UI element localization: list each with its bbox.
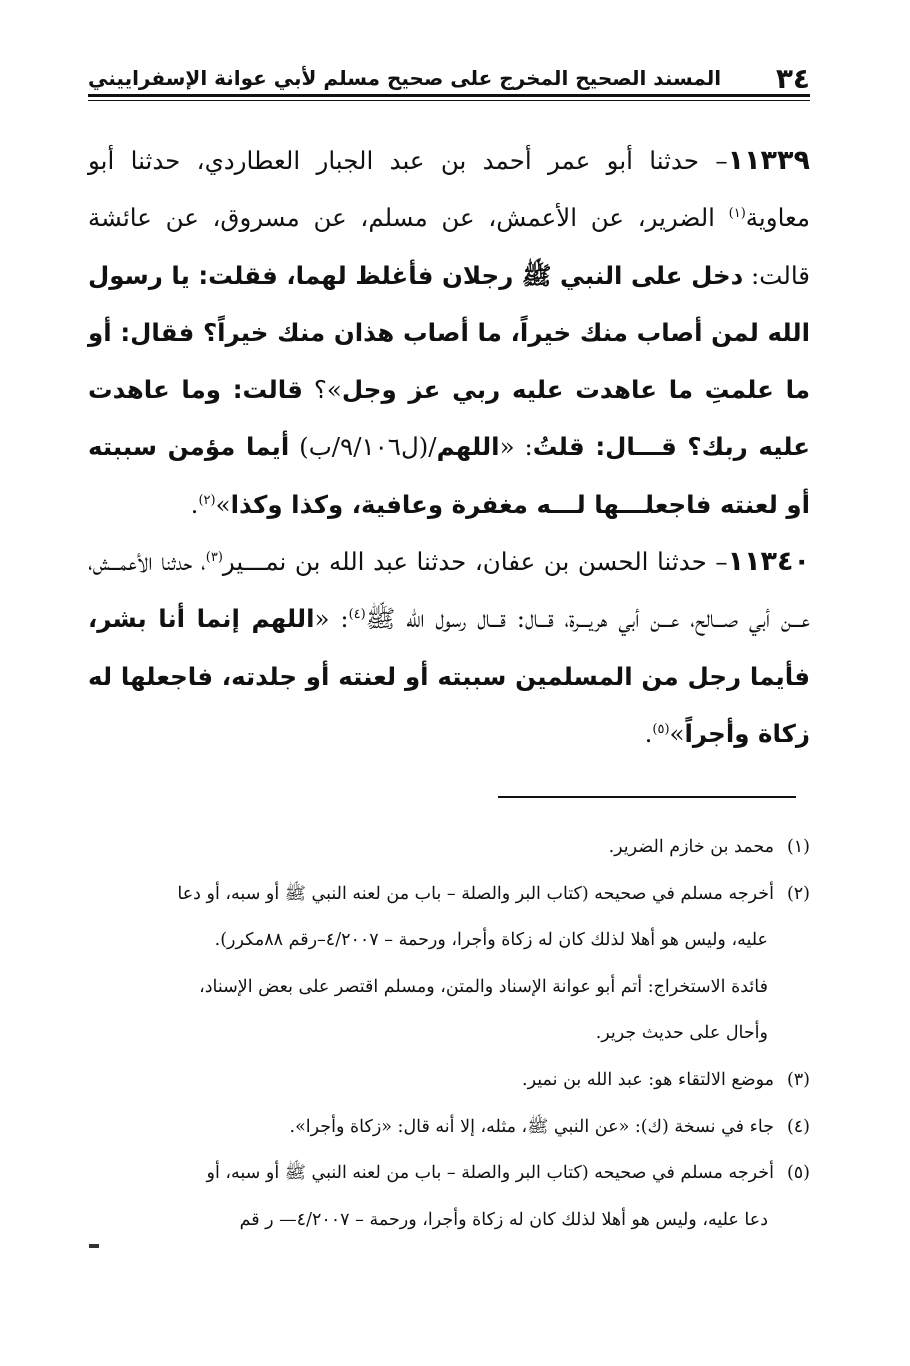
footnote-line: جاء في نسخة (ك): «عن النبي ﷺ، مثله، إلا أنه قال: «زكاة وأجرا». [289,1116,774,1137]
running-title: المسند الصحيح المخرج على صحيح مسلم لأبي عوانة الإسفراييني [88,66,722,90]
text-segment: – حدثنا أبو عمر أحمد بن عبد الجبار العطاردي، حدثنا أبو معاوية [88,146,810,233]
footnote-ref: (١) [728,206,746,222]
footnote-3 [88,1057,810,1104]
footnote-line: عليه، وليس هو أهلا لذلك كان له زكاة وأجرا، ورحمة – ٤/٢٠٠٧–رقم ٨٨مكرر). [214,930,768,951]
footnote-number: (١) [786,837,810,857]
footnote-number: (٥) [786,1163,810,1184]
footnote-line: دعا عليه، وليس هو أهلا لذلك كان له زكاة وأجرا، ورحمة – ٤/٢٠٠٧— ر قم [239,1209,768,1230]
footnote-5 [88,1150,810,1197]
main-text [88,132,810,762]
footnote-ref: (٢) [198,492,216,508]
hadith-1340 [88,533,810,762]
page-number: ٣٤ [775,61,810,95]
footnote-number: (٤) [786,1116,810,1137]
footnote-line: موضع الالتقاء هو: عبد الله بن نمير. [522,1069,774,1090]
footnotes [88,824,810,1243]
print-mark [89,1244,99,1248]
header-rule-thin [88,100,810,101]
text-segment: »؟ [302,375,342,405]
footnote-4 [88,1104,810,1151]
text-segment: » [215,489,231,519]
text-segment: . [190,489,199,519]
text-segment: – حدثنا الحسن بن عفان، حدثنا عبد الله بن نمـــير [222,547,728,577]
footnote-ref: (٤) [348,607,366,623]
footnote-ref: (٥) [652,721,670,737]
footnote-number: (٢) [786,883,810,904]
bold-segment: قالت: وما عاهدت عليه ربك؟ قـــال: قلتُ [88,375,810,462]
bold-segment: اللهم إنما أنا بشر، فأيما رجل من المسلمين سببته أو لعنته أو جلدته، فاجعلها له زكاة وأجراً [88,604,810,748]
footnote-line: أخرجه مسلم في صحيحه (كتاب البر والصلة – باب من لعنه النبي ﷺ أو سبه، أو [206,1163,774,1184]
footnote-line: أخرجه مسلم في صحيحه (كتاب البر والصلة – باب من لعنه النبي ﷺ أو سبه، أو دعا [177,883,774,904]
hadith-number: ١١٣٤٠ [727,546,810,578]
bold-segment: اللهم [436,432,500,462]
footnote-line: فائدة الاستخراج: أتم أبو عوانة الإسناد والمتن، ومسلم اقتصر على بعض الإسناد، [199,976,768,997]
text-segment: ، حدثنا الأعمـــش، عـــن أبي صـــالح، عـــن أبي هريـــرة، قـــال: قـــال رسول الله ﷺ [88,547,810,634]
footnote-number: (٣) [786,1069,810,1090]
bold-segment: دخل على النبي ﷺ رجلان فأغلظ لهما، فقلت: يا رسول الله لمن أصاب منك خيراً، ما أصاب هذان منك خيراً؟ فقال: أو ما علمتِ ما عاهدت عليه ربي عز وجل [88,260,810,405]
footnote-2 [88,871,810,918]
text-segment: » [669,718,685,748]
footnote-line: محمد بن خازم الضرير. [608,837,774,857]
page-header [88,58,810,98]
hadith-1339 [88,132,810,533]
text-segment: : « [314,604,349,634]
header-rule [88,94,810,97]
text-segment: الضرير، عن الأعمش، عن مسلم، عن مسروق، عن عائشة قالت: [88,203,810,290]
footnote-ref: (٣) [205,549,223,565]
text-segment: . [644,718,653,748]
footnote-1 [88,824,810,871]
bold-segment: أيما مؤمن سببته أو لعنته فاجعلـــها لـــه مغفرة وعافية، وكذا وكذا [88,432,810,519]
text-segment: : « [499,432,533,462]
manuscript-ref: /(ل٩/١٠٦/ب) [289,432,437,462]
hadith-number: ١١٣٣٩ [727,145,810,176]
footnote-separator [498,796,796,798]
footnote-line: وأحال على حديث جرير. [595,1023,768,1044]
